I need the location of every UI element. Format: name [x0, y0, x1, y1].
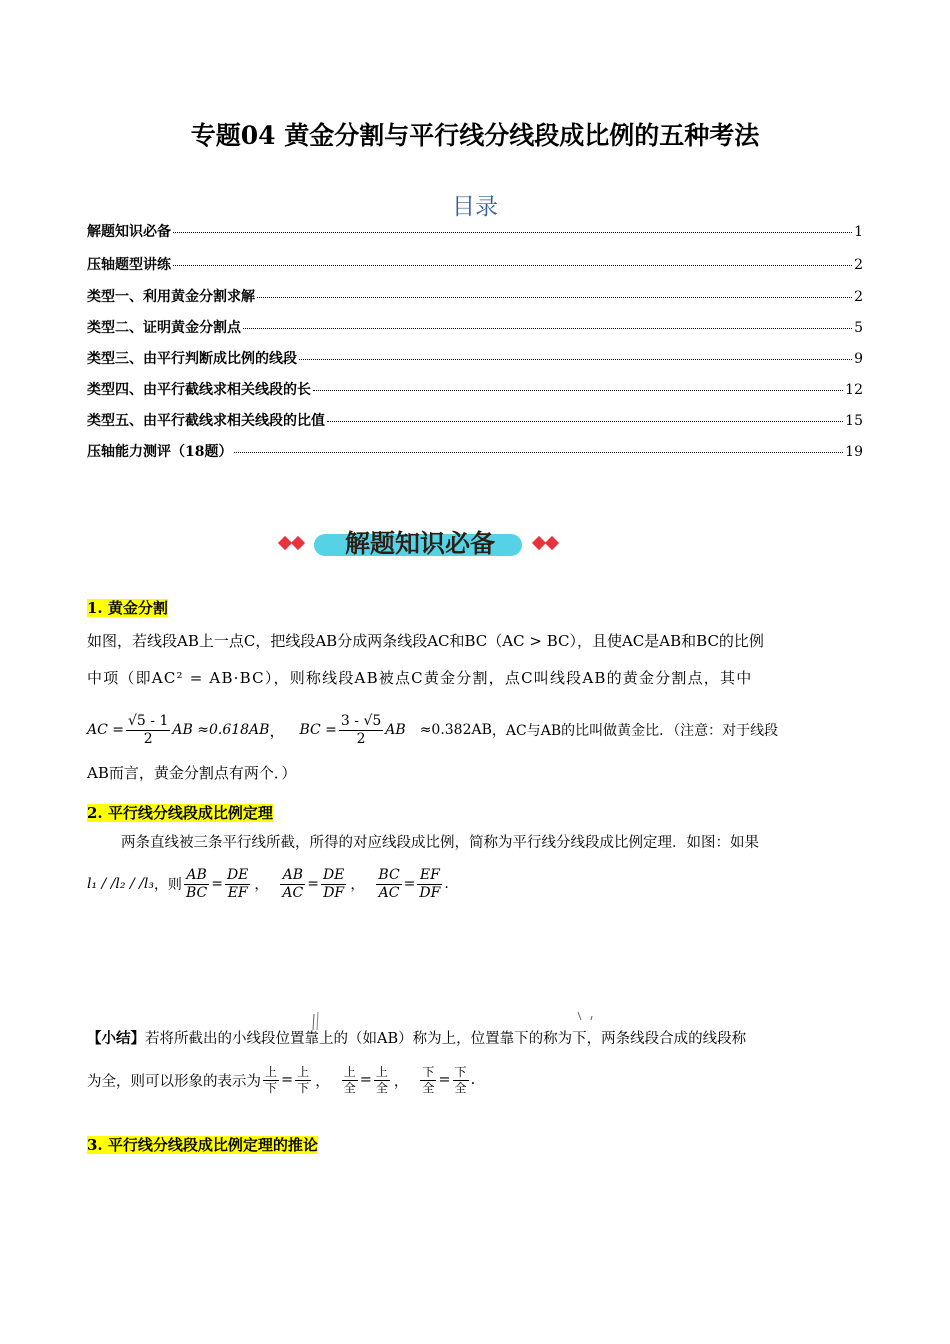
- fraction-numerator: 上: [375, 1065, 388, 1080]
- fraction-denominator: 全: [375, 1080, 388, 1095]
- toc-item[interactable]: [87, 254, 863, 274]
- toc-item-label: 压轴能力测评（18题）: [87, 444, 233, 460]
- fraction-denominator: 下: [265, 1080, 278, 1095]
- section-heading-parallel-lines-theorem: 2. 平行线分线段成比例定理: [87, 804, 273, 822]
- toc-leader: [313, 390, 843, 391]
- toc-leader: [299, 359, 852, 360]
- toc-leader: [257, 297, 852, 298]
- paragraph-line: 两条直线被三条平行线所截，所得的对应线段成比例，简称为平行线分线段成比例定理．如图：如果: [121, 835, 759, 851]
- paragraph-line: 如图，若线段AB上一点C，把线段AB分成两条线段AC和BC（AC > BC），且使AC是AB和BC的比例: [87, 632, 764, 650]
- fraction-numerator: EF: [417, 867, 442, 885]
- formula-text: AB ≈0.618AB: [172, 722, 270, 738]
- toc-item[interactable]: [87, 441, 863, 461]
- fraction-denominator: 下: [297, 1080, 310, 1095]
- fraction-numerator: 上: [343, 1065, 356, 1080]
- fraction-numerator: √5 - 1: [128, 712, 169, 729]
- fraction: [342, 1065, 358, 1095]
- toc-item[interactable]: [87, 348, 863, 368]
- fraction: [321, 867, 346, 902]
- fraction: [417, 867, 442, 902]
- banner-title: 解题知识必备: [344, 529, 495, 558]
- diamond-icon: [545, 536, 559, 550]
- toc-leader: [173, 265, 852, 266]
- toc-item-label: 类型一、利用黄金分割求解: [87, 289, 255, 305]
- toc-item-page: 2: [854, 289, 863, 305]
- fraction-denominator: 全: [422, 1080, 435, 1095]
- toc-item-page: 19: [845, 444, 863, 460]
- toc-item-page: 9: [854, 351, 863, 367]
- fraction-denominator: DF: [419, 884, 441, 901]
- fraction-denominator: 全: [454, 1080, 467, 1095]
- fraction: [339, 713, 383, 748]
- toc-item-page: 2: [854, 257, 863, 273]
- summary-tag: 【小结】: [87, 1030, 145, 1047]
- toc-item-label: 类型二、证明黄金分割点: [87, 320, 241, 336]
- toc-item[interactable]: [87, 221, 863, 241]
- toc-item-page: 12: [845, 382, 863, 398]
- section-banner: [278, 522, 562, 566]
- fraction: [126, 713, 170, 748]
- fraction-denominator: 全: [343, 1080, 356, 1095]
- paragraph-line: 中项（即AC² = AB·BC），则称线段AB被点C黄金分割，点C叫线段AB的黄金分割点，其中: [87, 669, 753, 687]
- fraction: [374, 1065, 390, 1095]
- paragraph-line: AB而言，黄金分割点有两个．）: [87, 764, 297, 782]
- fraction-numerator: DE: [226, 866, 249, 883]
- toc-item-label: 压轴题型讲练: [87, 257, 171, 273]
- fraction: [453, 1065, 469, 1095]
- fraction: [225, 867, 250, 902]
- fraction-numerator: 3 - √5: [340, 712, 382, 729]
- fraction: [184, 867, 209, 902]
- paragraph-text: ，AC与AB的比叫做黄金比．（注意：对于线段: [491, 723, 779, 739]
- fraction-denominator: EF: [227, 884, 248, 901]
- toc-item[interactable]: [87, 410, 863, 430]
- paragraph-text: ，则: [153, 877, 182, 893]
- fraction-numerator: DE: [322, 866, 345, 883]
- toc-leader: [327, 421, 843, 422]
- fraction-numerator: 下: [422, 1065, 435, 1080]
- theorem-formula-line: l₁ / /l₂ / /l₃ ，则 $\frac{AB}{BC}$ = $\frac{DE}{EF}$ ， $\frac{AB}{AC}$ = $\frac{DE}{DF}$ ， $\frac{BC}{AC}$ = $\frac{EF}{DF}$ .: [87, 866, 449, 901]
- toc-item[interactable]: [87, 379, 863, 399]
- toc-item-page: 15: [845, 413, 863, 429]
- toc-item[interactable]: [87, 317, 863, 337]
- fraction: [420, 1065, 436, 1095]
- formula-text: l₁ / /l₂ / /l₃: [87, 876, 154, 892]
- formula-text: AB: [385, 722, 406, 738]
- formula-text: BC =: [299, 722, 337, 738]
- toc-item-page: 5: [854, 320, 863, 336]
- fraction: [280, 867, 305, 902]
- toc-leader: [234, 452, 843, 453]
- diamond-icon: [291, 536, 305, 550]
- fraction-denominator: 2: [356, 730, 366, 747]
- fraction-denominator: AC: [282, 884, 304, 901]
- toc-item-label: 解题知识必备: [87, 224, 171, 240]
- formula-text: AC =: [87, 722, 125, 738]
- fraction: [376, 867, 401, 902]
- fraction-numerator: AB: [280, 867, 305, 885]
- summary-formula-line: 为全，则可以形象的表示为 $\frac{\text{上}}{\text{下}}$ = $\frac{\text{上}}{\text{下}}$ ， $\frac{\text{上}}{\text{全}}$ = $\frac{\text{上}}{\text{全}}$ ， $\frac{\text{下}}{\text{全}}$ = $\frac{\text{下}}{\text{全}}$ .: [87, 1065, 476, 1095]
- fraction-numerator: 上: [265, 1065, 278, 1080]
- section-heading-theorem-corollary: 3. 平行线分线段成比例定理的推论: [87, 1136, 318, 1154]
- fraction-denominator: DF: [323, 884, 345, 901]
- fraction: [295, 1065, 311, 1095]
- toc-heading: 目录: [452, 194, 498, 220]
- fraction-numerator: 上: [297, 1065, 310, 1080]
- paragraph-text: 为全，则可以形象的表示为: [87, 1073, 261, 1090]
- toc-item-label: 类型四、由平行截线求相关线段的长: [87, 382, 311, 398]
- summary-line: [87, 1022, 865, 1056]
- formula-text: ≈0.382AB: [419, 722, 492, 738]
- golden-ratio-formula-line: AC = $\frac{√5 - 1}{2}$ AB ≈0.618AB ， BC = $\frac{3 - √5}{2}$ AB ≈0.382AB ，AC与AB的比叫做黄金比．（注意：对于线段: [87, 712, 779, 747]
- toc-item-label: 类型三、由平行判断成比例的线段: [87, 351, 297, 367]
- toc-item-page: 1: [854, 224, 863, 240]
- fraction-denominator: AC: [378, 884, 400, 901]
- page-title: 专题04 黄金分割与平行线分线段成比例的五种考法: [190, 121, 760, 150]
- paragraph-text: 若将所截出的小线段位置靠上的（如AB）称为上，位置靠下的称为下，两条线段合成的线段称: [145, 1031, 747, 1047]
- toc-item-label: 类型五、由平行截线求相关线段的比值: [87, 413, 325, 429]
- fraction-denominator: 2: [143, 730, 153, 747]
- fraction-denominator: BC: [185, 884, 208, 901]
- fraction-numerator: 下: [454, 1065, 467, 1080]
- toc-item[interactable]: [87, 286, 863, 306]
- section-heading-golden-section: 1. 黄金分割: [87, 599, 168, 617]
- fraction-numerator: AB: [184, 867, 209, 885]
- toc-leader: [173, 232, 852, 233]
- toc-leader: [243, 328, 852, 329]
- fraction-numerator: BC: [378, 866, 400, 883]
- fraction: [263, 1065, 279, 1095]
